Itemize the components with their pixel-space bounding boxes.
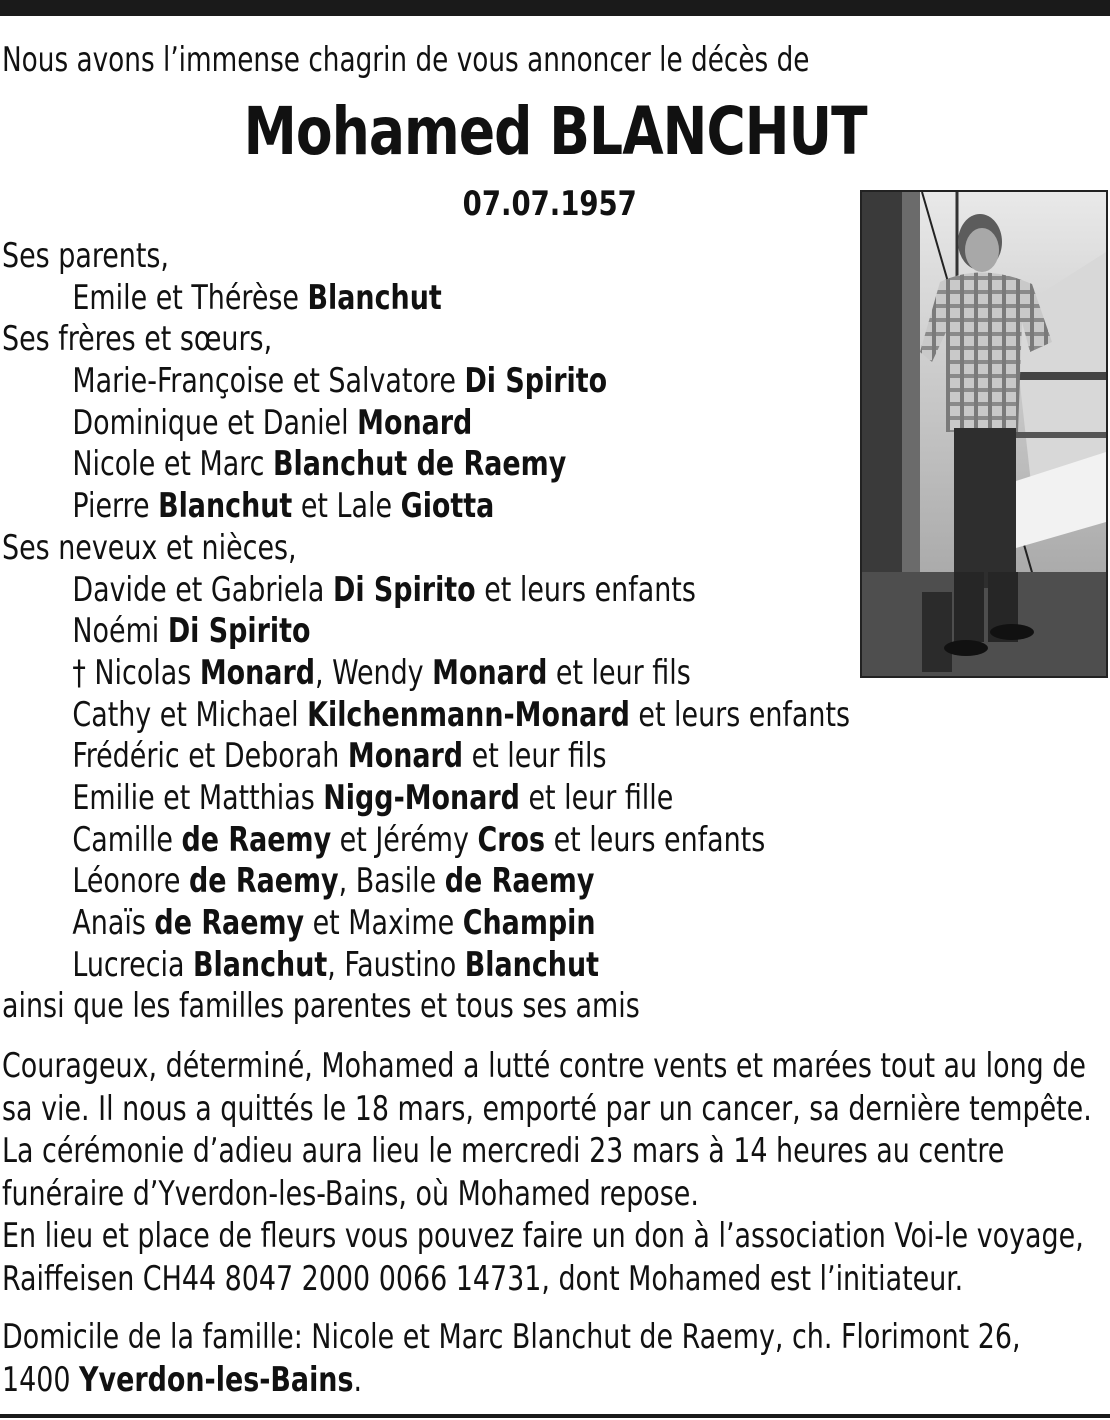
family-surname: Di Spirito	[167, 611, 311, 652]
family-group-heading	[2, 528, 847, 570]
family-text: , Faustino	[327, 944, 465, 985]
family-surname: Monard	[357, 402, 473, 443]
top-rule	[0, 0, 1110, 16]
family-text: ainsi que les familles parentes et tous ses amis	[2, 986, 640, 1027]
family-list	[2, 236, 962, 1028]
message-line: La cérémonie d’adieu aura lieu le mercredi 23 mars à 14 heures au centre	[2, 1131, 1005, 1172]
family-member-line	[2, 820, 847, 862]
family-text: Camille	[72, 819, 182, 860]
family-text: Emilie et Matthias	[72, 777, 324, 818]
family-text: et leurs enfants	[629, 694, 851, 735]
family-surname: Blanchut de Raemy	[273, 444, 567, 485]
family-text: et leur fille	[519, 777, 674, 818]
family-member-line	[2, 945, 847, 987]
family-text: Dominique et Daniel	[72, 402, 358, 443]
family-text: Davide et Gabriela	[72, 569, 333, 610]
family-group-heading	[2, 319, 847, 361]
family-member-line	[2, 444, 847, 486]
family-text: Noémi	[72, 611, 168, 652]
domicile-city: Yverdon-les-Bains	[79, 1359, 354, 1400]
family-text: Cathy et Michael	[72, 694, 308, 735]
family-surname: Monard	[199, 652, 316, 693]
family-text: et leurs enfants	[475, 569, 696, 610]
family-surname: Blanchut	[193, 944, 328, 985]
family-text: † Nicolas	[72, 652, 200, 693]
family-text: Emile et Thérèse	[72, 277, 308, 318]
message-line: En lieu et place de fleurs vous pouvez faire un don à l’association Voi-le voyage,	[2, 1216, 1084, 1257]
family-text: Marie-Françoise et Salvatore	[72, 361, 465, 402]
domicile-line-2	[2, 1359, 1110, 1402]
intro-text: Nous avons l’immense chagrin de vous annoncer le décès de	[2, 40, 810, 80]
family-member-line	[2, 486, 847, 528]
family-text: Léonore	[72, 861, 189, 902]
family-surname: de Raemy	[154, 903, 305, 943]
family-member-line	[2, 903, 847, 945]
bottom-rule	[0, 1414, 1110, 1418]
message-line: Raiffeisen CH44 8047 2000 0066 14731, dont Mohamed est l’initiateur.	[2, 1258, 964, 1299]
family-text: Frédéric et Deborah	[72, 736, 348, 777]
family-member-line	[2, 653, 847, 695]
family-text: et leurs enfants	[545, 819, 766, 860]
family-text: et Maxime	[304, 903, 463, 943]
family-member-line	[2, 778, 847, 820]
family-surname: de Raemy	[181, 819, 332, 860]
family-surname: de Raemy	[188, 861, 339, 902]
family-surname: Blanchut	[307, 277, 442, 318]
family-member-line	[2, 570, 847, 612]
deceased-name	[0, 92, 1110, 172]
family-member-line	[2, 278, 847, 320]
family-text: et Jérémy	[331, 819, 478, 860]
message-line: sa vie. Il nous a quittés le 18 mars, emporté par un cancer, sa dernière tempête.	[2, 1088, 1092, 1129]
family-text: Ses neveux et nièces,	[2, 527, 297, 568]
domicile-period: .	[353, 1359, 363, 1400]
family-text: Lucrecia	[72, 944, 194, 985]
family-surname: de Raemy	[444, 861, 595, 902]
family-group-heading	[2, 986, 847, 1028]
family-member-line	[2, 736, 847, 778]
family-text: et Lale	[292, 486, 401, 527]
family-text: Pierre	[72, 486, 159, 527]
family-surname: Blanchut	[464, 944, 599, 985]
family-member-line	[2, 861, 847, 903]
family-text: Ses frères et sœurs,	[2, 319, 273, 360]
family-surname: Monard	[347, 736, 464, 777]
family-text: Nicole et Marc	[72, 444, 274, 485]
family-text: , Wendy	[315, 652, 433, 693]
family-surname: Di Spirito	[332, 569, 476, 610]
family-text: Ses parents,	[2, 236, 169, 276]
family-text: et leur fils	[547, 652, 691, 693]
message-paragraph	[2, 1045, 1110, 1301]
family-surname: Di Spirito	[464, 361, 608, 402]
family-member-line	[2, 694, 851, 737]
family-text: et leur fils	[463, 736, 607, 777]
family-surname: Giotta	[400, 486, 495, 527]
family-group-heading	[2, 236, 847, 278]
family-member-line	[2, 403, 847, 445]
message-line: Courageux, déterminé, Mohamed a lutté contre vents et marées tout au long de	[2, 1046, 1086, 1086]
family-surname: Blanchut	[158, 486, 293, 527]
family-surname: Monard	[432, 652, 548, 693]
message-line: funéraire d’Yverdon-les-Bains, où Mohamed repose.	[2, 1173, 699, 1214]
family-surname: Nigg-Monard	[323, 777, 520, 818]
domicile-line-1: Domicile de la famille: Nicole et Marc Blanchut de Raemy, ch. Florimont 26,	[2, 1317, 1021, 1357]
deceased-name-text: Mohamed BLANCHUT	[243, 93, 867, 170]
family-member-line	[2, 361, 847, 403]
family-text: , Basile	[338, 861, 445, 902]
family-surname: Kilchenmann-Monard	[307, 694, 630, 735]
family-surname: Champin	[462, 903, 596, 943]
family-member-line	[2, 611, 847, 653]
family-surname: Cros	[477, 819, 546, 860]
family-text: Anaïs	[72, 903, 155, 943]
domicile-postcode: 1400	[2, 1359, 80, 1400]
domicile-paragraph	[2, 1316, 1110, 1401]
birth-date-text: 07.07.1957	[462, 184, 638, 224]
